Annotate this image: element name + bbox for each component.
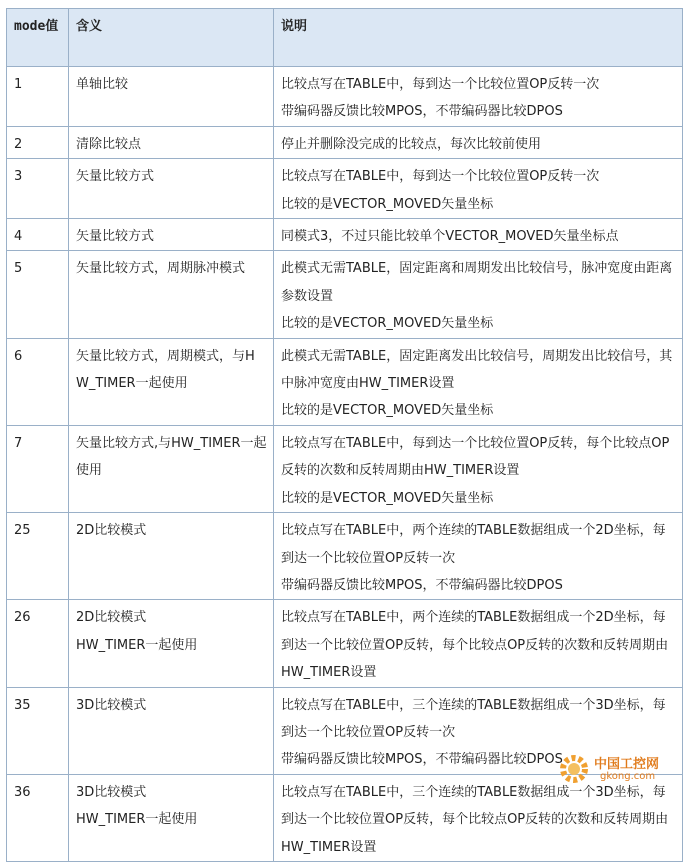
meaning-line: 矢量比较方式，周期模式，与HW_TIMER一起使用 [76,348,255,392]
mode-table [6,8,683,862]
meaning-line: 单轴比较 [76,77,129,92]
description-line: 比较点写在TABLE中，每到达一个比较位置OP反转一次 [281,77,600,92]
description-line: 比较的是VECTOR_MOVED矢量坐标 [281,316,494,332]
cell-meaning [69,774,274,861]
description-line: 比较的是VECTOR_MOVED矢量坐标 [281,196,494,212]
meaning-line: 清除比较点 [76,136,142,152]
gear-icon [554,749,594,789]
cell-description [274,159,683,219]
header-mode: mode值 [7,9,69,67]
watermark-text: 中国工控网 [594,757,660,772]
meaning-line: 3D比较模式 [76,697,147,713]
cell-mode: 5 [7,251,69,338]
meaning-line: 2D比较模式 [76,610,147,626]
cell-mode: 7 [7,425,69,512]
meaning-line: 矢量比较方式 [76,229,155,245]
table-row [7,338,683,425]
description-line: 比较点写在TABLE中，每到达一个比较位置OP反转，每个比较点OP反转的次数和反转周期由HW_TIMER设置 [281,435,670,479]
meaning-line: 矢量比较方式,与HW_TIMER一起使用 [76,435,267,479]
description-line: 此模式无需TABLE，固定距离发出比较信号，周期发出比较信号，其中脉冲宽度由HW_TIMER设置 [281,348,673,392]
watermark [554,749,684,793]
description-line: 比较点写在TABLE中，三个连续的TABLE数据组成一个3D坐标，每到达一个比较位置OP反转，每个比较点OP反转的次数和反转周期由HW_TIMER设置 [281,784,669,855]
watermark-site: gkong.com [600,771,656,782]
table-header-row [7,9,683,67]
cell-mode: 36 [7,774,69,861]
cell-mode: 2 [7,126,69,158]
table-row [7,513,683,600]
cell-meaning [69,600,274,687]
cell-meaning [69,687,274,774]
cell-meaning [69,219,274,251]
cell-meaning [69,67,274,127]
cell-meaning [69,251,274,338]
cell-mode: 4 [7,219,69,251]
meaning-line: HW_TIMER一起使用 [76,637,198,653]
table-row [7,159,683,219]
description-line: 比较点写在TABLE中，每到达一个比较位置OP反转一次 [281,169,600,185]
table-row [7,251,683,338]
cell-meaning [69,338,274,425]
description-line: 带编码器反馈比较MPOS，不带编码器比较DPOS [281,752,563,768]
table-body [7,67,683,862]
description-line: 此模式无需TABLE，固定距离和周期发出比较信号，脉冲宽度由距离参数设置 [281,261,673,304]
header-meaning: 含义 [69,9,274,67]
cell-description [274,338,683,425]
description-line: 带编码器反馈比较MPOS，不带编码器比较DPOS [281,577,563,593]
table-row [7,126,683,158]
description-line: 停止并删除没完成的比较点，每次比较前使用 [281,136,542,152]
table-row [7,219,683,251]
meaning-line: 3D比较模式 [76,784,147,800]
table-row [7,425,683,512]
cell-description [274,513,683,600]
description-line: 带编码器反馈比较MPOS，不带编码器比较DPOS [281,104,563,120]
cell-mode: 26 [7,600,69,687]
cell-mode: 35 [7,687,69,774]
table-row [7,67,683,127]
description-line: 比较点写在TABLE中，三个连续的TABLE数据组成一个3D坐标，每到达一个比较位置OP反转一次 [281,697,666,740]
description-line: 比较的是VECTOR_MOVED矢量坐标 [281,403,494,419]
cell-meaning [69,159,274,219]
cell-description [274,425,683,512]
cell-mode: 1 [7,67,69,127]
description-line: 同模式3，不过只能比较单个VECTOR_MOVED矢量坐标点 [281,229,619,245]
cell-description [274,600,683,687]
description-line: 比较点写在TABLE中，两个连续的TABLE数据组成一个2D坐标，每到达一个比较位置OP反转一次 [281,523,666,566]
table-row [7,600,683,687]
cell-description [274,126,683,158]
description-line: 比较的是VECTOR_MOVED矢量坐标 [281,490,494,506]
cell-meaning [69,425,274,512]
description-line: 比较点写在TABLE中，两个连续的TABLE数据组成一个2D坐标，每到达一个比较位置OP反转，每个比较点OP反转的次数和反转周期由HW_TIMER设置 [281,610,669,681]
cell-meaning [69,126,274,158]
cell-description [274,219,683,251]
meaning-line: 2D比较模式 [76,523,147,539]
cell-description [274,67,683,127]
meaning-line: 矢量比较方式，周期脉冲模式 [76,261,246,277]
cell-mode: 3 [7,159,69,219]
cell-description [274,251,683,338]
meaning-line: 矢量比较方式 [76,169,155,185]
cell-meaning [69,513,274,600]
cell-mode: 6 [7,338,69,425]
meaning-line: HW_TIMER一起使用 [76,812,198,828]
cell-mode: 25 [7,513,69,600]
header-description: 说明 [274,9,683,67]
